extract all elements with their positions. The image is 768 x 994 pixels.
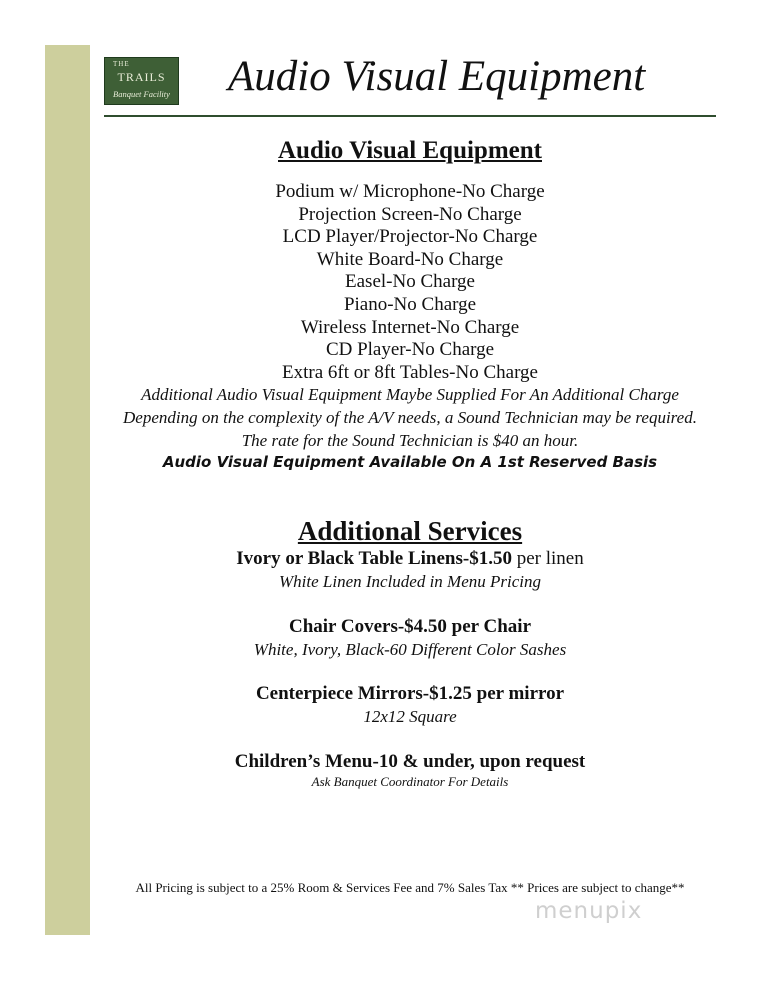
linens-price-suffix: per linen — [511, 548, 584, 569]
av-section-title: Audio Visual Equipment — [278, 137, 542, 164]
chair-covers-note: White, Ivory, Black-60 Different Color Sashes — [253, 640, 567, 659]
list-item: Piano-No Charge — [343, 293, 477, 315]
page-title: Audio Visual Equipment — [228, 53, 646, 100]
av-availability-note: Audio Visual Equipment Available On A 1st Reserved Basis — [162, 453, 658, 471]
av-note-rate: The rate for the Sound Technician is $40 an hour. — [241, 430, 579, 450]
logo-line-the: THE — [113, 60, 130, 68]
list-item: Easel-No Charge — [345, 271, 475, 293]
list-item: LCD Player/Projector-No Charge — [282, 226, 538, 248]
menupix-watermark: menupix — [535, 898, 643, 924]
logo-line-trails: TRAILS — [117, 70, 166, 84]
trails-logo — [104, 57, 179, 105]
list-item: CD Player-No Charge — [325, 339, 495, 361]
mirrors-title: Centerpiece Mirrors-$1.25 per mirror — [255, 683, 565, 704]
av-note-additional: Additional Audio Visual Equipment Maybe Supplied For An Additional Charge — [141, 385, 679, 405]
list-item: Projection Screen-No Charge — [298, 203, 522, 225]
linens-note: White Linen Included in Menu Pricing — [278, 572, 542, 591]
decorative-side-bar — [45, 45, 90, 935]
av-note-technician: Depending on the complexity of the A/V needs, a Sound Technician may be required. — [123, 407, 697, 427]
childrens-menu-note: Ask Banquet Coordinator For Details — [311, 774, 509, 789]
list-item: Podium w/ Microphone-No Charge — [275, 181, 545, 202]
pricing-footer: All Pricing is subject to a 25% Room & Services Fee and 7% Sales Tax ** Prices are subject to change** — [135, 880, 685, 895]
service-linens — [105, 548, 715, 570]
linens-title: Ivory or Black Table Linens-$1.50 — [236, 548, 512, 569]
av-item-list — [105, 181, 715, 452]
mirrors-note: 12x12 Square — [363, 707, 457, 726]
list-item: Wireless Internet-No Charge — [300, 316, 520, 338]
childrens-menu-title: Children’s Menu-10 & under, upon request — [234, 751, 586, 772]
header-divider — [104, 115, 716, 117]
services-section-title: Additional Services — [297, 516, 523, 546]
chair-covers-title: Chair Covers-$4.50 per Chair — [288, 616, 532, 637]
list-item: White Board-No Charge — [316, 248, 504, 270]
list-item: Extra 6ft or 8ft Tables-No Charge — [282, 361, 538, 383]
logo-line-banquet: Banquet Facility — [113, 89, 170, 99]
